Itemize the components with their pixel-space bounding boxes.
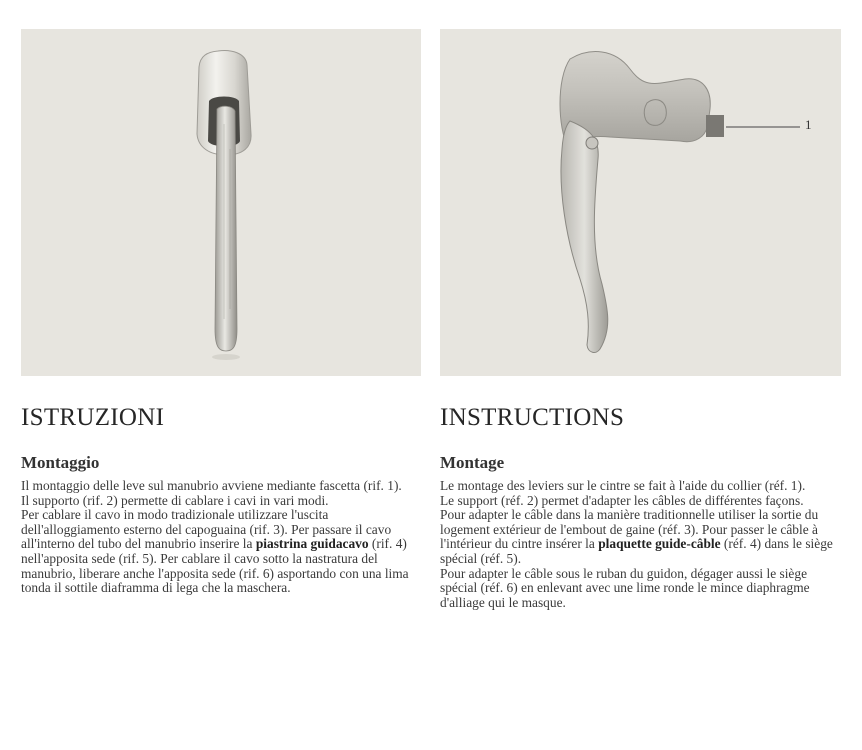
paragraph-3-text-a: Pour adapter le câble dans la manière traditionnelle utiliser la sortie du logement extérieur de l'embout de gaine (réf. 3). Pour passer le câble à l'intérieur du cintre insérer la <box>440 507 819 552</box>
photo-lever-front <box>21 29 421 376</box>
photo-lever-side <box>440 29 841 376</box>
body-italian <box>21 479 421 596</box>
lever-blade <box>215 106 237 351</box>
heading-instructions: INSTRUCTIONS <box>440 404 625 431</box>
paragraph-3-text-b: (rif. 4) nell'apposita sede (rif. 5). Per cablare il cavo sotto la nastratura del manubrio, liberare anche l'apposita sede (rif. 6) asportando con una lima tonda il sottile diaframma di lega che la maschera. <box>21 536 409 596</box>
paragraph-4: Pour adapter le câble sous le ruban du guidon, dégager aussi le siège spécial (réf. 6) en enlevant avec une lime ronde le mince diaphragme d'alliage qui le masque. <box>440 565 810 610</box>
paragraph-3-bold: plaquette guide-câble <box>598 536 721 552</box>
brake-lever-side-illustration <box>440 29 841 376</box>
body-french <box>440 479 841 610</box>
paragraph-3-text-b: (réf. 4) dans le siège spécial (réf. 5). <box>440 536 833 566</box>
paragraph-3-bold: piastrina guidacavo <box>255 536 369 552</box>
pivot-bolt <box>586 137 598 149</box>
paragraph-3-text-a: Per cablare il cavo in modo tradizionale utilizzare l'uscita dell'alloggiamento esterno del capoguaina (rif. 3). Per passare il cavo all'interno del tubo del manubrio inserire la <box>21 507 392 552</box>
paragraph-1: Il montaggio delle leve sul manubrio avviene mediante fascetta (rif. 1). <box>21 478 402 493</box>
cable-nub <box>706 115 724 137</box>
paragraph-1: Le montage des leviers sur le cintre se fait à l'aide du collier (réf. 1). <box>440 478 806 493</box>
instructions-french <box>440 403 841 610</box>
paragraph-3 <box>440 508 841 566</box>
subheading-montage: Montage <box>440 453 505 472</box>
brake-lever-front-illustration <box>21 29 421 376</box>
lever-blade-side <box>561 121 608 352</box>
subheading-montaggio: Montaggio <box>21 453 100 472</box>
lever-shadow <box>212 354 240 360</box>
instructions-italian <box>21 403 421 596</box>
paragraph-3 <box>21 508 421 596</box>
paragraph-2: Il supporto (rif. 2) permette di cablare i cavi in vari modi. <box>21 492 329 508</box>
callout-number: 1 <box>805 117 812 132</box>
paragraph-2: Le support (réf. 2) permet d'adapter les câbles de différentes façons. <box>440 492 804 508</box>
heading-istruzioni: ISTRUZIONI <box>21 404 165 431</box>
